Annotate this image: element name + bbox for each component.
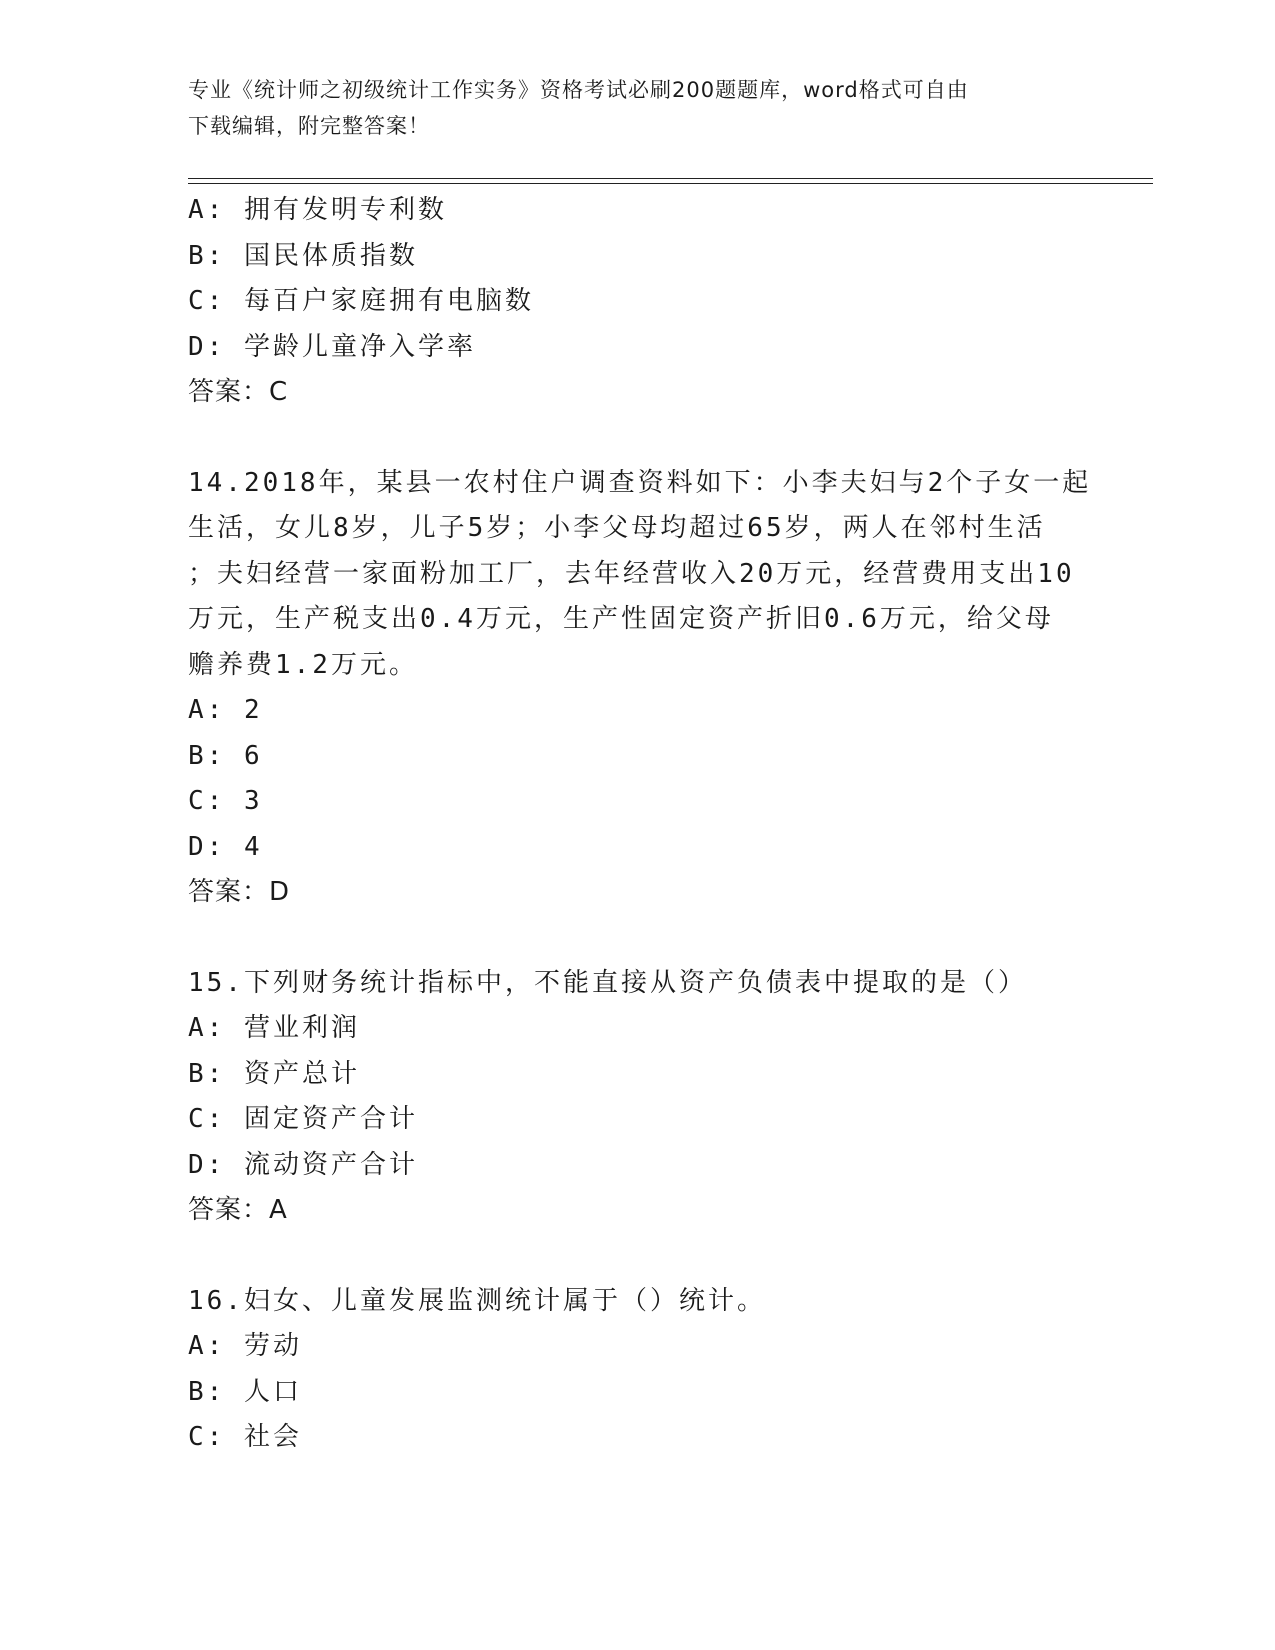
header-line-2: 下载编辑，附完整答案！ (188, 114, 430, 138)
question-14 (188, 461, 1092, 916)
option-b: B: 国民体质指数 (188, 240, 418, 271)
answer: 答案：D (188, 877, 291, 907)
question-stem-line: 万元，生产税支出0.4万元，生产性固定资产折旧0.6万元，给父母 (188, 604, 1054, 634)
question-16 (188, 1279, 1088, 1461)
question-13 (188, 188, 1088, 416)
question-stem-line: 赡养费1.2万元。 (188, 649, 418, 680)
option-a: A: 2 (188, 695, 263, 725)
option-b: B: 6 (188, 740, 263, 771)
option-c: C: 固定资产合计 (188, 1104, 418, 1134)
question-stem-line: 14.2018年，某县一农村住户调查资料如下：小李夫妇与2个子女一起 (188, 467, 1092, 498)
question-stem: 15.下列财务统计指标中，不能直接从资产负债表中提取的是（） (188, 967, 1027, 998)
document-header (188, 72, 1088, 144)
header-line-1: 专业《统计师之初级统计工作实务》资格考试必刷200题题库，word格式可自由 (188, 78, 969, 102)
question-15 (188, 961, 1088, 1234)
option-d: D: 学龄儿童净入学率 (188, 331, 476, 362)
answer: 答案：C (188, 377, 289, 407)
option-b: B: 资产总计 (188, 1058, 360, 1089)
header-rule-top (188, 178, 1153, 179)
spacer (188, 416, 1088, 461)
option-d: D: 流动资产合计 (188, 1149, 418, 1180)
question-stem-line: 生活，女儿8岁，儿子5岁；小李父母均超过65岁，两人在邻村生活 (188, 513, 1046, 543)
spacer (188, 916, 1088, 961)
option-c: C: 每百户家庭拥有电脑数 (188, 286, 534, 316)
answer: 答案：A (188, 1195, 288, 1225)
question-stem-line: ；夫妇经营一家面粉加工厂，去年经营收入20万元，经营费用支出10 (188, 558, 1075, 589)
option-d: D: 4 (188, 831, 263, 862)
option-c: C: 社会 (188, 1422, 302, 1452)
header-rule-bottom (188, 183, 1153, 184)
option-b: B: 人口 (188, 1376, 302, 1407)
question-stem: 16.妇女、儿童发展监测统计属于（）统计。 (188, 1285, 766, 1316)
option-a: A: 拥有发明专利数 (188, 195, 447, 225)
document-body (188, 188, 1092, 1461)
spacer (188, 1234, 1088, 1279)
option-a: A: 营业利润 (188, 1013, 360, 1043)
option-a: A: 劳动 (188, 1331, 302, 1361)
option-c: C: 3 (188, 786, 263, 816)
